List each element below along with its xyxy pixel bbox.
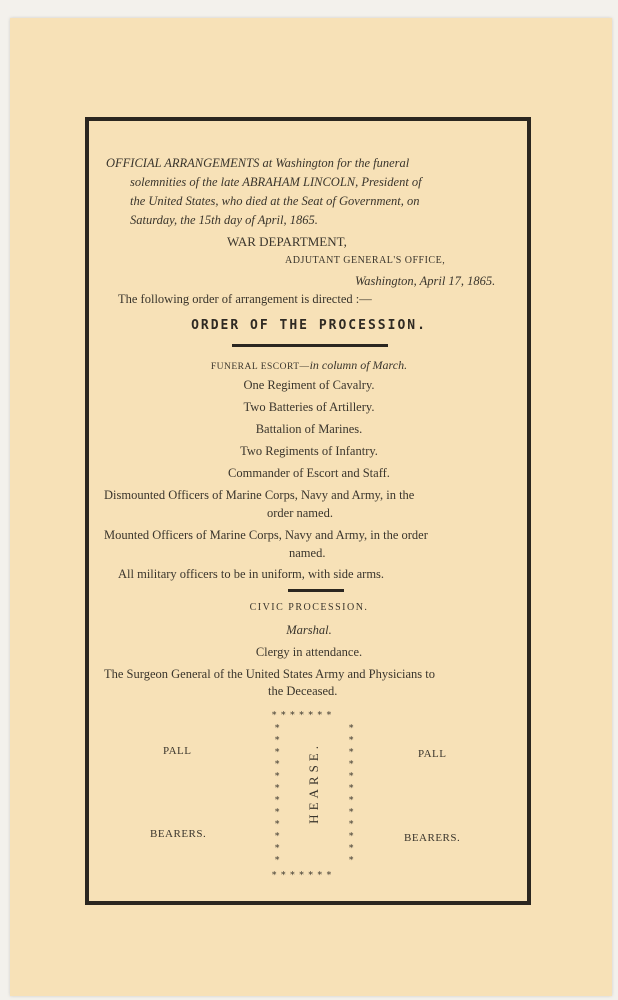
header-line-1: OFFICIAL ARRANGEMENTS at Washington for the funeral — [106, 156, 410, 170]
hearse-border-top: ∗∗∗∗∗∗∗ — [271, 708, 335, 718]
bearers-left: BEARERS. — [150, 828, 207, 840]
department-place-date: Washington, April 17, 1865. — [355, 274, 496, 288]
escort-item: One Regiment of Cavalry. — [243, 378, 375, 392]
escort-item: Commander of Escort and Staff. — [228, 466, 390, 480]
header-line-4: Saturday, the 15th day of April, 1865. — [130, 213, 318, 227]
dismounted-officers-line-1: Dismounted Officers of Marine Corps, Navy and Army, in the — [104, 488, 415, 502]
surgeon-line-1: The Surgeon General of the United States Army and Physicians to — [104, 667, 435, 681]
department-name: WAR DEPARTMENT, — [227, 234, 347, 249]
pall-right: PALL — [418, 748, 447, 760]
escort-item: Two Batteries of Artillery. — [243, 400, 375, 414]
pall-left: PALL — [163, 745, 192, 757]
dismounted-officers-line-2: order named. — [267, 506, 333, 520]
hearse-border-bottom: ∗∗∗∗∗∗∗ — [271, 868, 335, 878]
hearse-label: HEARSE. — [306, 742, 321, 824]
clergy-text: Clergy in attendance. — [255, 645, 363, 659]
header-line-3: the United States, who died at the Seat of Government, on — [130, 194, 420, 208]
escort-item: Two Regiments of Infantry. — [240, 444, 378, 458]
mounted-officers-line-2: named. — [289, 546, 326, 560]
header-line-2: solemnities of the late ABRAHAM LINCOLN, President of — [130, 175, 422, 189]
hearse-border-left: ∗ ∗ ∗ ∗ ∗ ∗ ∗ ∗ ∗ ∗ ∗ ∗ — [273, 721, 281, 863]
department-office: ADJUTANT GENERAL'S OFFICE, — [285, 255, 446, 266]
civic-heading: CIVIC PROCESSION. — [249, 602, 369, 613]
section-rule — [288, 589, 344, 592]
escort-item: Battalion of Marines. — [255, 422, 363, 436]
title-rule — [232, 344, 388, 347]
bearers-right: BEARERS. — [404, 832, 461, 844]
uniform-note: All military officers to be in uniform, with side arms. — [118, 567, 385, 581]
procession-title: ORDER OF THE PROCESSION. — [191, 318, 427, 333]
escort-heading: FUNERAL ESCORT—in column of March. — [210, 358, 408, 372]
mounted-officers-line-1: Mounted Officers of Marine Corps, Navy and Army, in the order — [104, 528, 428, 542]
intro-text: The following order of arrangement is directed :— — [118, 292, 372, 306]
marshal-text: Marshal. — [286, 623, 332, 637]
surgeon-line-2: the Deceased. — [268, 684, 338, 698]
hearse-border-right: ∗ ∗ ∗ ∗ ∗ ∗ ∗ ∗ ∗ ∗ ∗ ∗ — [347, 721, 355, 863]
